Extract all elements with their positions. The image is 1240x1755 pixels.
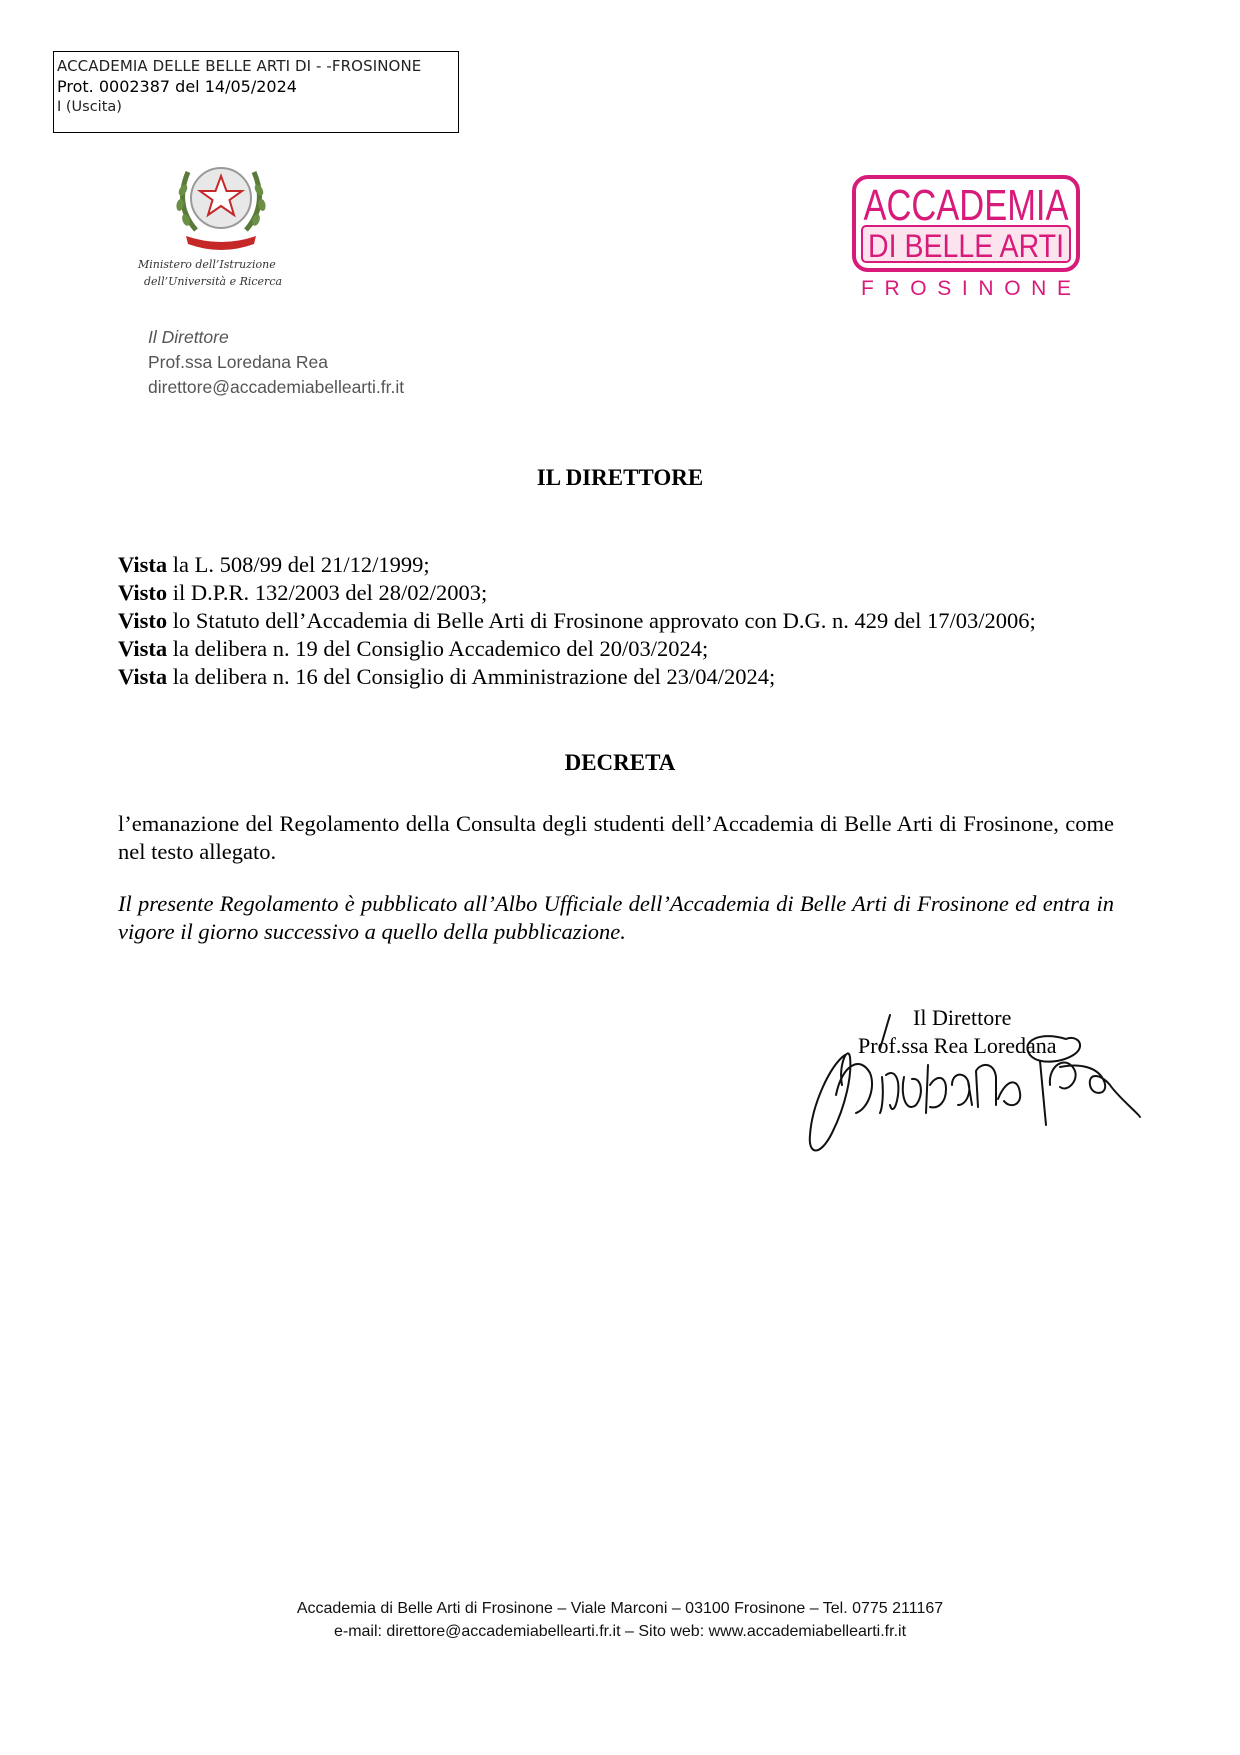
premise-item [118,635,1114,663]
accademia-logo [852,175,1080,300]
footer-address: Accademia di Belle Arti di Frosinone – Viale Marconi – 03100 Frosinone – Tel. 0775 211167 [296,1600,944,1617]
protocol-direction: I (Uscita) [57,99,122,115]
premise-text: la delibera n. 19 del Consiglio Accademico del 20/03/2024; [167,636,709,661]
signature-block [0,1005,1240,1175]
premise-lead: Vista [118,636,168,661]
decree-text: l’emanazione del Regolamento della Consulta degli studenti dell’Accademia di Belle Arti di Frosinone, come nel testo allegato. [118,811,1114,864]
page-footer [0,1597,1240,1643]
premise-lead: Vista [118,552,168,577]
logo-line-1: ACCADEMIA [863,181,1070,230]
protocol-number: Prot. 0002387 del 14/05/2024 [57,76,297,96]
italian-republic-emblem-icon [166,150,276,256]
ministry-caption [138,256,308,290]
premise-lead: Visto [118,608,168,633]
publication-text: Il presente Regolamento è pubblicato all’Albo Ufficiale dell’Accademia di Belle Arti di Frosinone ed entra in vigore il giorno successivo a quello della pubblicazione. [118,891,1114,944]
protocol-stamp [53,51,459,133]
accademia-logo-graphic [852,175,1080,300]
director-email: direttore@accademiabellearti.fr.it [148,377,405,397]
document-title: IL DIRETTORE [536,465,704,490]
premise-text: la delibera n. 16 del Consiglio di Amministrazione del 23/04/2024; [167,664,776,689]
ministry-line-1: Ministero dell’Istruzione [138,258,276,271]
director-name: Prof.ssa Loredana Rea [148,352,328,372]
decreta-heading: DECRETA [564,750,676,775]
director-header [148,325,404,400]
logo-line-2: DI BELLE ARTI [868,228,1064,264]
premise-lead: Vista [118,664,168,689]
premises-list [118,551,1114,691]
protocol-institution: ACCADEMIA DELLE BELLE ARTI DI - -FROSINONE [57,57,422,75]
premise-item [118,607,1114,635]
premise-text: la L. 508/99 del 21/12/1999; [167,552,430,577]
signature-role: Il Direttore [913,1005,1012,1030]
premise-text: lo Statuto dell’Accademia di Belle Arti di Frosinone approvato con D.G. n. 429 del 17/03/2006; [167,608,1036,633]
handwritten-signature [0,1005,1240,1175]
logo-line-3: FROSINONE [861,277,1071,300]
premise-text: il D.P.R. 132/2003 del 28/02/2003; [167,580,488,605]
footer-contacts: e-mail: direttore@accademiabellearti.fr.it – Sito web: www.accademiabellearti.fr.it [333,1623,907,1640]
ministry-line-2: dell’Università e Ricerca [144,275,283,288]
director-role: Il Direttore [148,327,229,347]
premise-item [118,579,1114,607]
premise-lead: Visto [118,580,168,605]
signature-name: Prof.ssa Rea Loredana [858,1033,1057,1058]
premise-item [118,663,1114,691]
premise-item [118,551,1114,579]
